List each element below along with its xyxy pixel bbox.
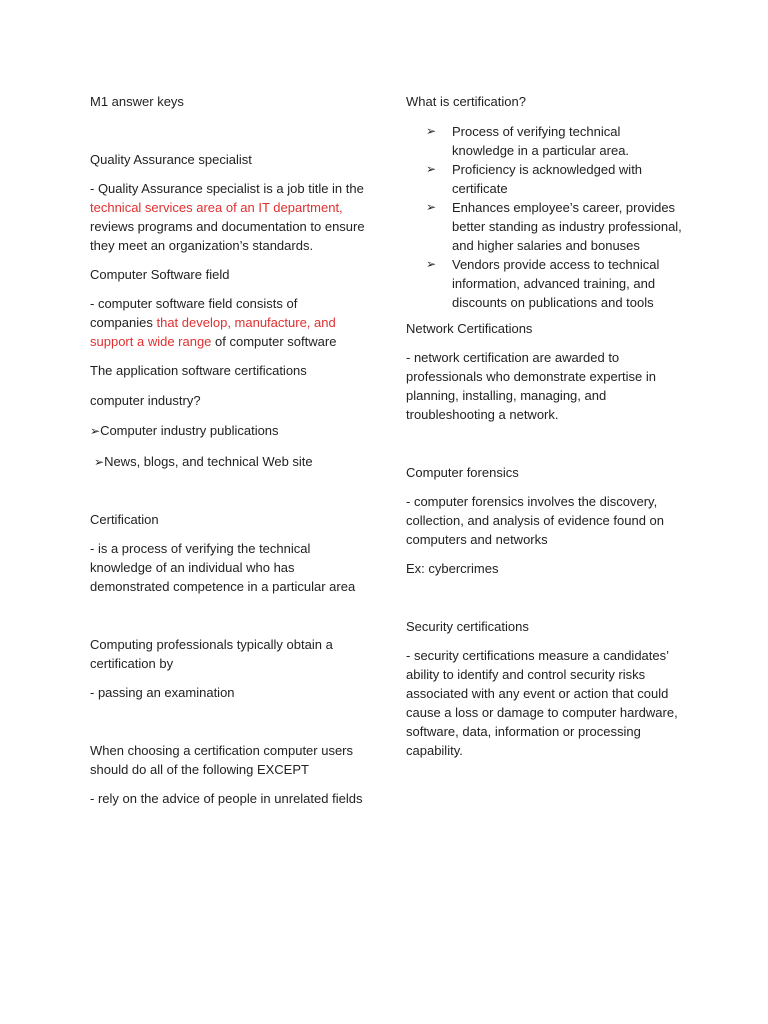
- network-cert-text-line: troubleshooting a network.: [406, 407, 559, 422]
- certification-text-line: demonstrated competence in a particular area: [90, 579, 356, 594]
- csf-text-line: [90, 332, 372, 351]
- choose-answer: - rely on the advice of people in unrelated fields: [90, 791, 363, 806]
- list-item: [406, 160, 696, 198]
- security-cert-text-line: cause a loss or damage to computer hardware,: [406, 705, 678, 720]
- forensics-text-line: collection, and analysis of evidence found on: [406, 513, 665, 528]
- industry-item-label: Computer industry publications: [100, 423, 279, 438]
- security-cert-text-line: ability to identify and control security risks: [406, 667, 646, 682]
- security-cert-text-line: associated with any event or action that could: [406, 686, 669, 701]
- list-item-line: Proficiency is acknowledged with: [452, 162, 643, 177]
- arrow-bullet-icon: ➢: [90, 424, 101, 438]
- arrow-bullet-icon: ➢: [426, 257, 437, 271]
- list-item-line: Enhances employee’s career, provides: [452, 200, 676, 215]
- certification-heading: Certification: [90, 512, 159, 527]
- list-item-line: discounts on publications and tools: [452, 295, 654, 310]
- qa-text-line: they meet an organization’s standards.: [90, 238, 314, 253]
- forensics-heading: Computer forensics: [406, 465, 519, 480]
- qa-text-line: reviews programs and documentation to ensure: [90, 219, 365, 234]
- csf-text-line: - computer software field consists of: [90, 296, 298, 311]
- qa-heading: Quality Assurance specialist: [90, 152, 252, 167]
- cp-heading-line: certification by: [90, 656, 174, 671]
- csf-highlight: that develop, manufacture, and: [156, 315, 336, 330]
- arrow-bullet-icon: ➢: [426, 200, 437, 214]
- list-item-line: Vendors provide access to technical: [452, 257, 660, 272]
- csf-text-plain: companies: [90, 315, 157, 330]
- cp-heading-line: Computing professionals typically obtain a: [90, 637, 333, 652]
- document-title: M1 answer keys: [90, 94, 184, 109]
- list-item: [406, 122, 696, 160]
- arrow-bullet-icon: ➢: [426, 162, 437, 176]
- app-cert-heading: The application software certifications: [90, 363, 307, 378]
- choose-heading-line: should do all of the following EXCEPT: [90, 762, 309, 777]
- certification-bullet-list: [406, 122, 696, 312]
- network-cert-heading: Network Certifications: [406, 321, 533, 336]
- csf-heading: Computer Software field: [90, 267, 230, 282]
- arrow-bullet-icon: ➢: [94, 455, 105, 469]
- csf-highlight: support a wide range: [90, 334, 212, 349]
- list-item-line: and higher salaries and bonuses: [452, 238, 640, 253]
- industry-item: [90, 421, 372, 441]
- list-item-line: information, advanced training, and: [452, 276, 656, 291]
- qa-text-line: - Quality Assurance specialist is a job title in the: [90, 181, 364, 196]
- network-cert-text-line: - network certification are awarded to: [406, 350, 620, 365]
- choose-heading-line: When choosing a certification computer users: [90, 743, 354, 758]
- arrow-bullet-icon: ➢: [426, 124, 437, 138]
- csf-text-line: [90, 313, 372, 332]
- security-cert-heading: Security certifications: [406, 619, 529, 634]
- forensics-text-line: - computer forensics involves the discovery,: [406, 494, 658, 509]
- security-cert-text-line: - security certifications measure a candidates’: [406, 648, 670, 663]
- what-is-certification-heading: What is certification?: [406, 94, 526, 109]
- forensics-example: Ex: cybercrimes: [406, 561, 499, 576]
- list-item: [406, 255, 696, 312]
- industry-heading: computer industry?: [90, 393, 201, 408]
- list-item: [406, 198, 696, 255]
- cp-answer: - passing an examination: [90, 685, 235, 700]
- forensics-text-line: computers and networks: [406, 532, 548, 547]
- list-item-line: better standing as industry professional,: [452, 219, 682, 234]
- csf-text-plain: of computer software: [211, 334, 337, 349]
- network-cert-text-line: planning, installing, managing, and: [406, 388, 607, 403]
- security-cert-text-line: capability.: [406, 743, 463, 758]
- list-item-line: Process of verifying technical: [452, 124, 621, 139]
- certification-text-line: knowledge of an individual who has: [90, 560, 295, 575]
- industry-item: [94, 452, 376, 472]
- industry-item-label: News, blogs, and technical Web site: [104, 454, 313, 469]
- network-cert-text-line: professionals who demonstrate expertise in: [406, 369, 657, 384]
- list-item-line: certificate: [452, 181, 508, 196]
- certification-text-line: - is a process of verifying the technical: [90, 541, 311, 556]
- list-item-line: knowledge in a particular area.: [452, 143, 630, 158]
- security-cert-text-line: software, data, information or processing: [406, 724, 641, 739]
- qa-highlight-line: technical services area of an IT department,: [90, 200, 343, 215]
